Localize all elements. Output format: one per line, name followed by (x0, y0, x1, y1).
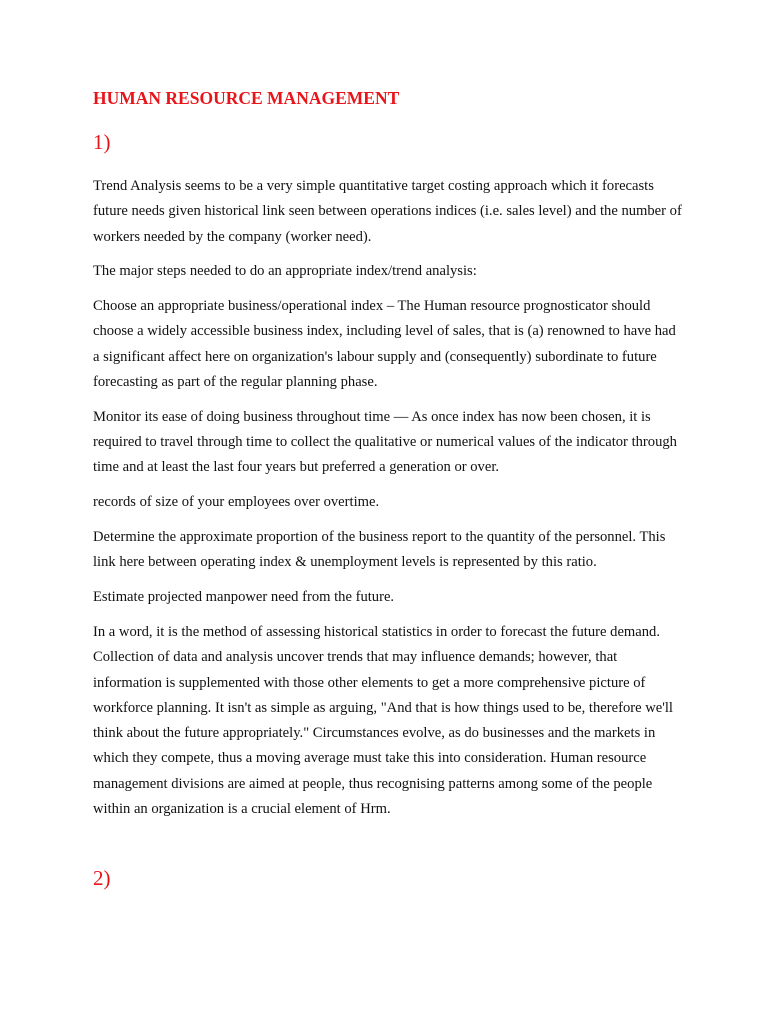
document-title: HUMAN RESOURCE MANAGEMENT (93, 88, 400, 108)
paragraph: records of size of your employees over overtime. (93, 494, 380, 511)
paragraph: Estimate projected manpower need from the future. (93, 589, 395, 606)
paragraph: Trend Analysis seems to be a very simple quantitative target costing approach which it forecasts future needs given historical link seen between operations indices (i.e. sales level) and the number of workers needed by the company (worker need). (93, 178, 682, 245)
document-content (93, 86, 683, 832)
section-number: 2) (93, 866, 111, 890)
paragraph: Monitor its ease of doing business throughout time — As once index has now been chosen, it is required to travel through time to collect the qualitative or numerical values of the indicator through time and at least the last four years but preferred a generation or over. (93, 408, 677, 476)
paragraph: Determine the approximate proportion of the business report to the quantity of the personnel. This link here between operating index & unemployment levels is represented by this ratio. (93, 529, 666, 571)
paragraph: Choose an appropriate business/operational index – The Human resource prognosticator should choose a widely accessible business index, including level of sales, that is (a) renowned to have had a significant affect here on organization's labour supply and (consequently) subordinate to future forecasting as part of the regular planning phase. (93, 298, 676, 391)
paragraph: In a word, it is the method of assessing historical statistics in order to forecast the future demand. Collection of data and analysis uncover trends that may influence demands; however, that information is supplemented with those other elements to get a more comprehensive picture of workforce planning. It isn't as simple as arguing, "And that is how things used to be, therefore we'll think about the future appropriately." Circumstances evolve, as do businesses and the markets in which they compete, thus a moving average must take this into consideration. Human resource management divisions are aimed at people, thus recognising patterns among some of the people within an organization is a crucial element of Hrm. (93, 623, 673, 818)
section-number: 1) (93, 130, 111, 154)
paragraph: The major steps needed to do an appropriate index/trend analysis: (93, 263, 477, 280)
